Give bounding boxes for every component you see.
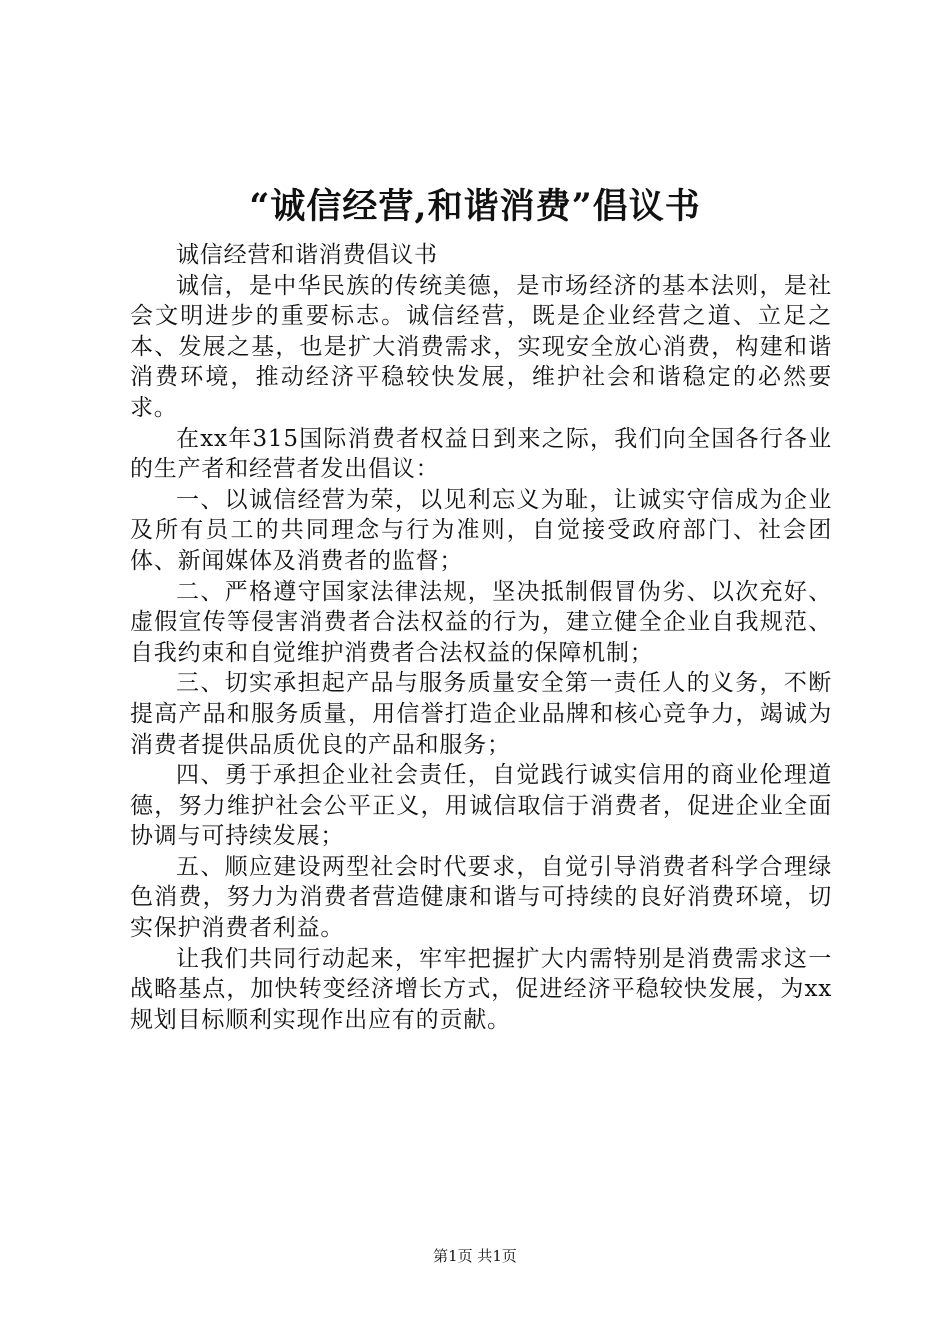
paragraph-item-1: 一、以诚信经营为荣，以见利忘义为耻，让诚实守信成为企业及所有员工的共同理念与行为准则，自觉接受政府部门、社会团体、新闻媒体及消费者的监督； — [130, 486, 832, 574]
paragraph-intro: 诚信，是中华民族的传统美德，是市场经济的基本法则，是社会文明进步的重要标志。诚信经营，既是企业经营之道、立足之本、发展之基，也是扩大消费需求，实现安全放心消费，构建和谐消费环境，推动经济平稳较快发展，维护社会和谐稳定的必然要求。 — [130, 272, 832, 421]
paragraph-item-5: 五、顺应建设两型社会时代要求，自觉引导消费者科学合理绿色消费，努力为消费者营造健康和谐与可持续的良好消费环境，切实保护消费者利益。 — [130, 853, 832, 942]
paragraph-subtitle: 诚信经营和谐消费倡议书 — [176, 242, 438, 268]
paragraph-item-3: 三、切实承担起产品与服务质量安全第一责任人的义务，不断提高产品和服务质量，用信誉打造企业品牌和核心竞争力，竭诚为消费者提供品质优良的产品和服务； — [130, 670, 832, 758]
paragraph-call: 在xx年315国际消费者权益日到来之际，我们向全国各行各业的生产者和经营者发出倡议： — [130, 425, 832, 483]
page-footer: 第1页 共1页 — [433, 1247, 517, 1265]
paragraph-conclusion: 让我们共同行动起来，牢牢把握扩大内需特别是消费需求这一战略基点，加快转变经济增长方式，促进经济平稳较快发展，为xx规划目标顺利实现作出应有的贡献。 — [130, 945, 832, 1033]
paragraph-item-2: 二、严格遵守国家法律法规，坚决抵制假冒伪劣、以次充好、虚假宣传等侵害消费者合法权益的行为，建立健全企业自我规范、自我约束和自觉维护消费者合法权益的保障机制； — [130, 578, 832, 666]
document-title: “诚信经营,和谐消费”倡议书 — [249, 186, 701, 227]
paragraph-item-4: 四、勇于承担企业社会责任，自觉践行诚实信用的商业伦理道德，努力维护社会公平正义，用诚信取信于消费者，促进企业全面协调与可持续发展； — [130, 762, 832, 850]
document-body — [130, 240, 832, 1035]
